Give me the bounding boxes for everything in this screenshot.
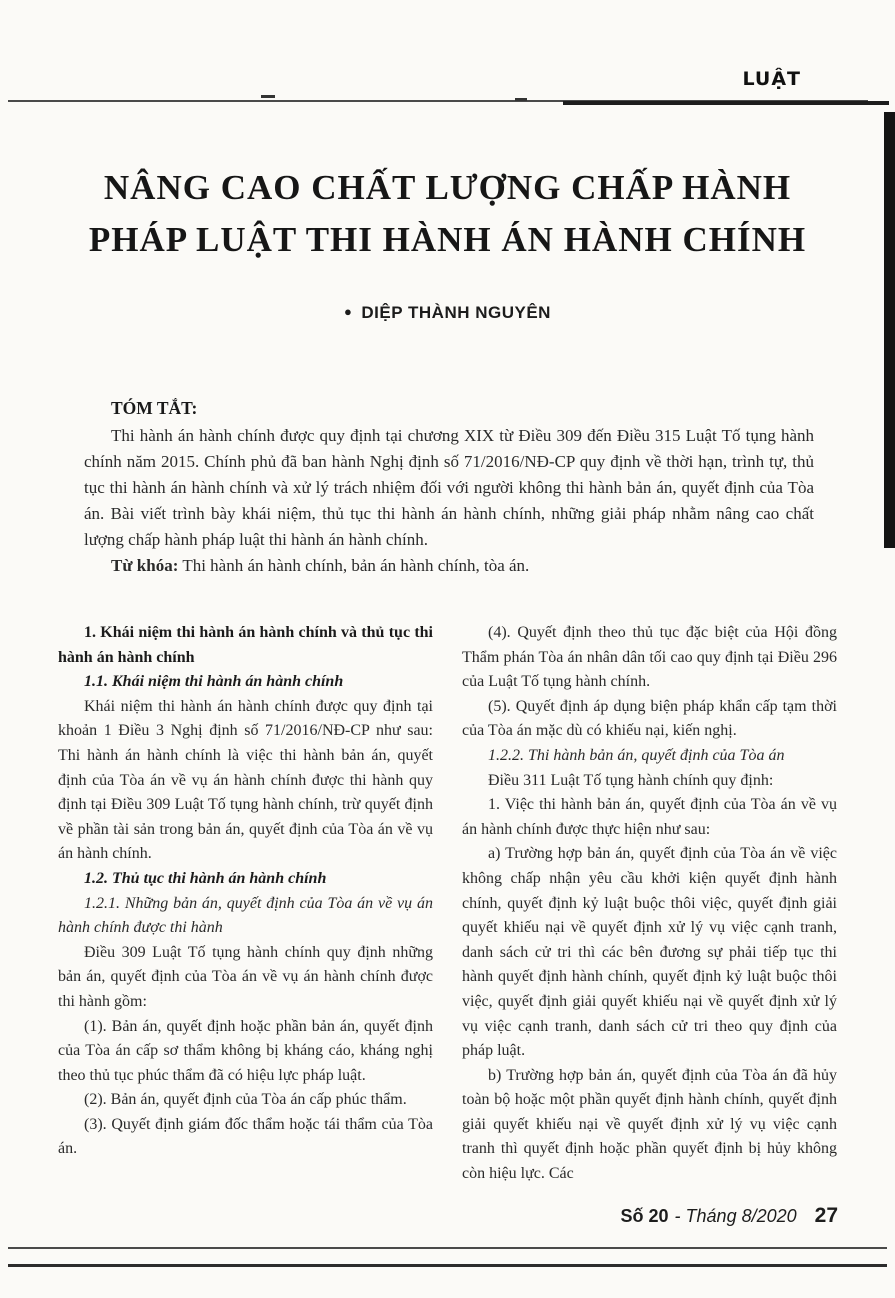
author-name: DIỆP THÀNH NGUYÊN	[361, 303, 551, 322]
footer-date: - Tháng 8/2020	[674, 1206, 797, 1226]
body-paragraph: (1). Bản án, quyết định hoặc phần bản án, quyết định của Tòa án cấp sơ thẩm không bị kháng cáo, kháng nghị theo thủ tục phúc thẩm đã có hiệu lực pháp luật.	[58, 1017, 433, 1084]
abstract-body: Thi hành án hành chính được quy định tại chương XIX từ Điều 309 đến Điều 315 Luật Tố tụng hành chính năm 2015. Chính phủ đã ban hành Nghị định số 71/2016/NĐ-CP quy định về thời hạn, trình tự, thủ tục thi hành án hành chính và xử lý trách nhiệm đối với người không thi hành bản án, quyết định của Tòa án. Bài viết trình bày khái niệm, thủ tục thi hành án hành chính, những giải pháp nhằm nâng cao chất lượng chấp hành pháp luật thi hành án hành chính.	[84, 426, 814, 549]
subsection-heading: 1.2.1. Những bản án, quyết định của Tòa án về vụ án hành chính được thi hành	[58, 894, 433, 937]
scan-mark	[261, 95, 275, 98]
article-title-line1: NÂNG CAO CHẤT LƯỢNG CHẤP HÀNH	[103, 168, 792, 207]
body-paragraph: Điều 309 Luật Tố tụng hành chính quy định những bản án, quyết định của Tòa án về vụ án hành chính được thi hành gồm:	[58, 943, 433, 1010]
top-horizontal-rule-accent	[563, 101, 889, 105]
journal-section-label: LUẬT	[742, 68, 801, 90]
subsection-heading: 1.1. Khái niệm thi hành án hành chính	[84, 673, 344, 691]
article-title	[55, 162, 840, 266]
author-row	[0, 303, 895, 323]
column-left	[58, 621, 433, 1187]
body-paragraph: Điều 311 Luật Tố tụng hành chính quy định:	[488, 771, 774, 789]
body-paragraph: (5). Quyết định áp dụng biện pháp khẩn cấp tạm thời của Tòa án mặc dù có khiếu nại, kiến nghị.	[462, 697, 837, 740]
body-paragraph: b) Trường hợp bản án, quyết định của Tòa án đã hủy toàn bộ hoặc một phần quyết định hành chính, quyết định giải quyết khiếu nại về quyết định xử lý vụ việc cạnh tranh thì quyết định hoặc phần quyết định bị hủy không còn hiệu lực. Các	[462, 1066, 837, 1183]
body-paragraph: a) Trường hợp bản án, quyết định của Tòa án về việc không chấp nhận yêu cầu khởi kiện quyết định hành chính, quyết định kỷ luật buộc thôi việc, quyết định giải quyết khiếu nại về quyết định xử lý vụ việc cạnh tranh, danh sách cử tri thì các bên đương sự phải tiếp tục thi hành quyết định hành chính, quyết định kỷ luật buộc thôi việc, quyết định giải quyết khiếu nại về quyết định xử lý vụ việc cạnh tranh, danh sách cử tri theo quy định của pháp luật.	[462, 845, 837, 1060]
keywords-line	[84, 553, 814, 579]
bottom-horizontal-rule-2	[8, 1264, 887, 1267]
bottom-horizontal-rule-1	[8, 1247, 887, 1249]
scan-edge-artifact	[884, 112, 895, 548]
footer-page-number: 27	[814, 1204, 838, 1227]
body-paragraph: 1. Việc thi hành bản án, quyết định của Tòa án về vụ án hành chính được thực hiện như sau:	[462, 796, 837, 838]
scan-mark	[515, 98, 527, 101]
body-paragraph: (3). Quyết định giám đốc thẩm hoặc tái thẩm của Tòa án.	[58, 1115, 433, 1158]
keywords-label: Từ khóa:	[111, 556, 179, 575]
article-body	[58, 621, 838, 1187]
body-paragraph: Khái niệm thi hành án hành chính được quy định tại khoản 1 Điều 3 Nghị định số 71/2016/NĐ-CP như sau: Thi hành án hành chính là việc thi hành bản án, quyết định của Tòa án về vụ án hành chính được thi hành quy định tại Điều 309 Luật Tố tụng hành chính, trừ quyết định về phần tài sản trong bản án, quyết định của Tòa án về vụ án hành chính.	[58, 697, 433, 863]
body-paragraph: (4). Quyết định theo thủ tục đặc biệt của Hội đồng Thẩm phán Tòa án nhân dân tối cao quy định tại Điều 296 của Luật Tố tụng hành chính.	[462, 624, 837, 691]
abstract-block	[84, 395, 814, 579]
section-heading: 1. Khái niệm thi hành án hành chính và thủ tục thi hành án hành chính	[58, 624, 433, 666]
page-footer	[621, 1204, 838, 1228]
subsection-heading: 1.2.2. Thi hành bản án, quyết định của Tòa án	[488, 746, 785, 764]
body-paragraph: (2). Bản án, quyết định của Tòa án cấp phúc thẩm.	[84, 1091, 407, 1109]
keywords-text: Thi hành án hành chính, bản án hành chính, tòa án.	[182, 556, 530, 575]
abstract-heading: TÓM TẮT:	[111, 398, 198, 418]
footer-issue: Số 20	[620, 1206, 669, 1226]
article-title-line2: PHÁP LUẬT THI HÀNH ÁN HÀNH CHÍNH	[88, 220, 807, 259]
subsection-heading: 1.2. Thủ tục thi hành án hành chính	[84, 869, 327, 887]
column-right	[462, 621, 837, 1187]
author-bullet-icon: ●	[344, 304, 353, 319]
